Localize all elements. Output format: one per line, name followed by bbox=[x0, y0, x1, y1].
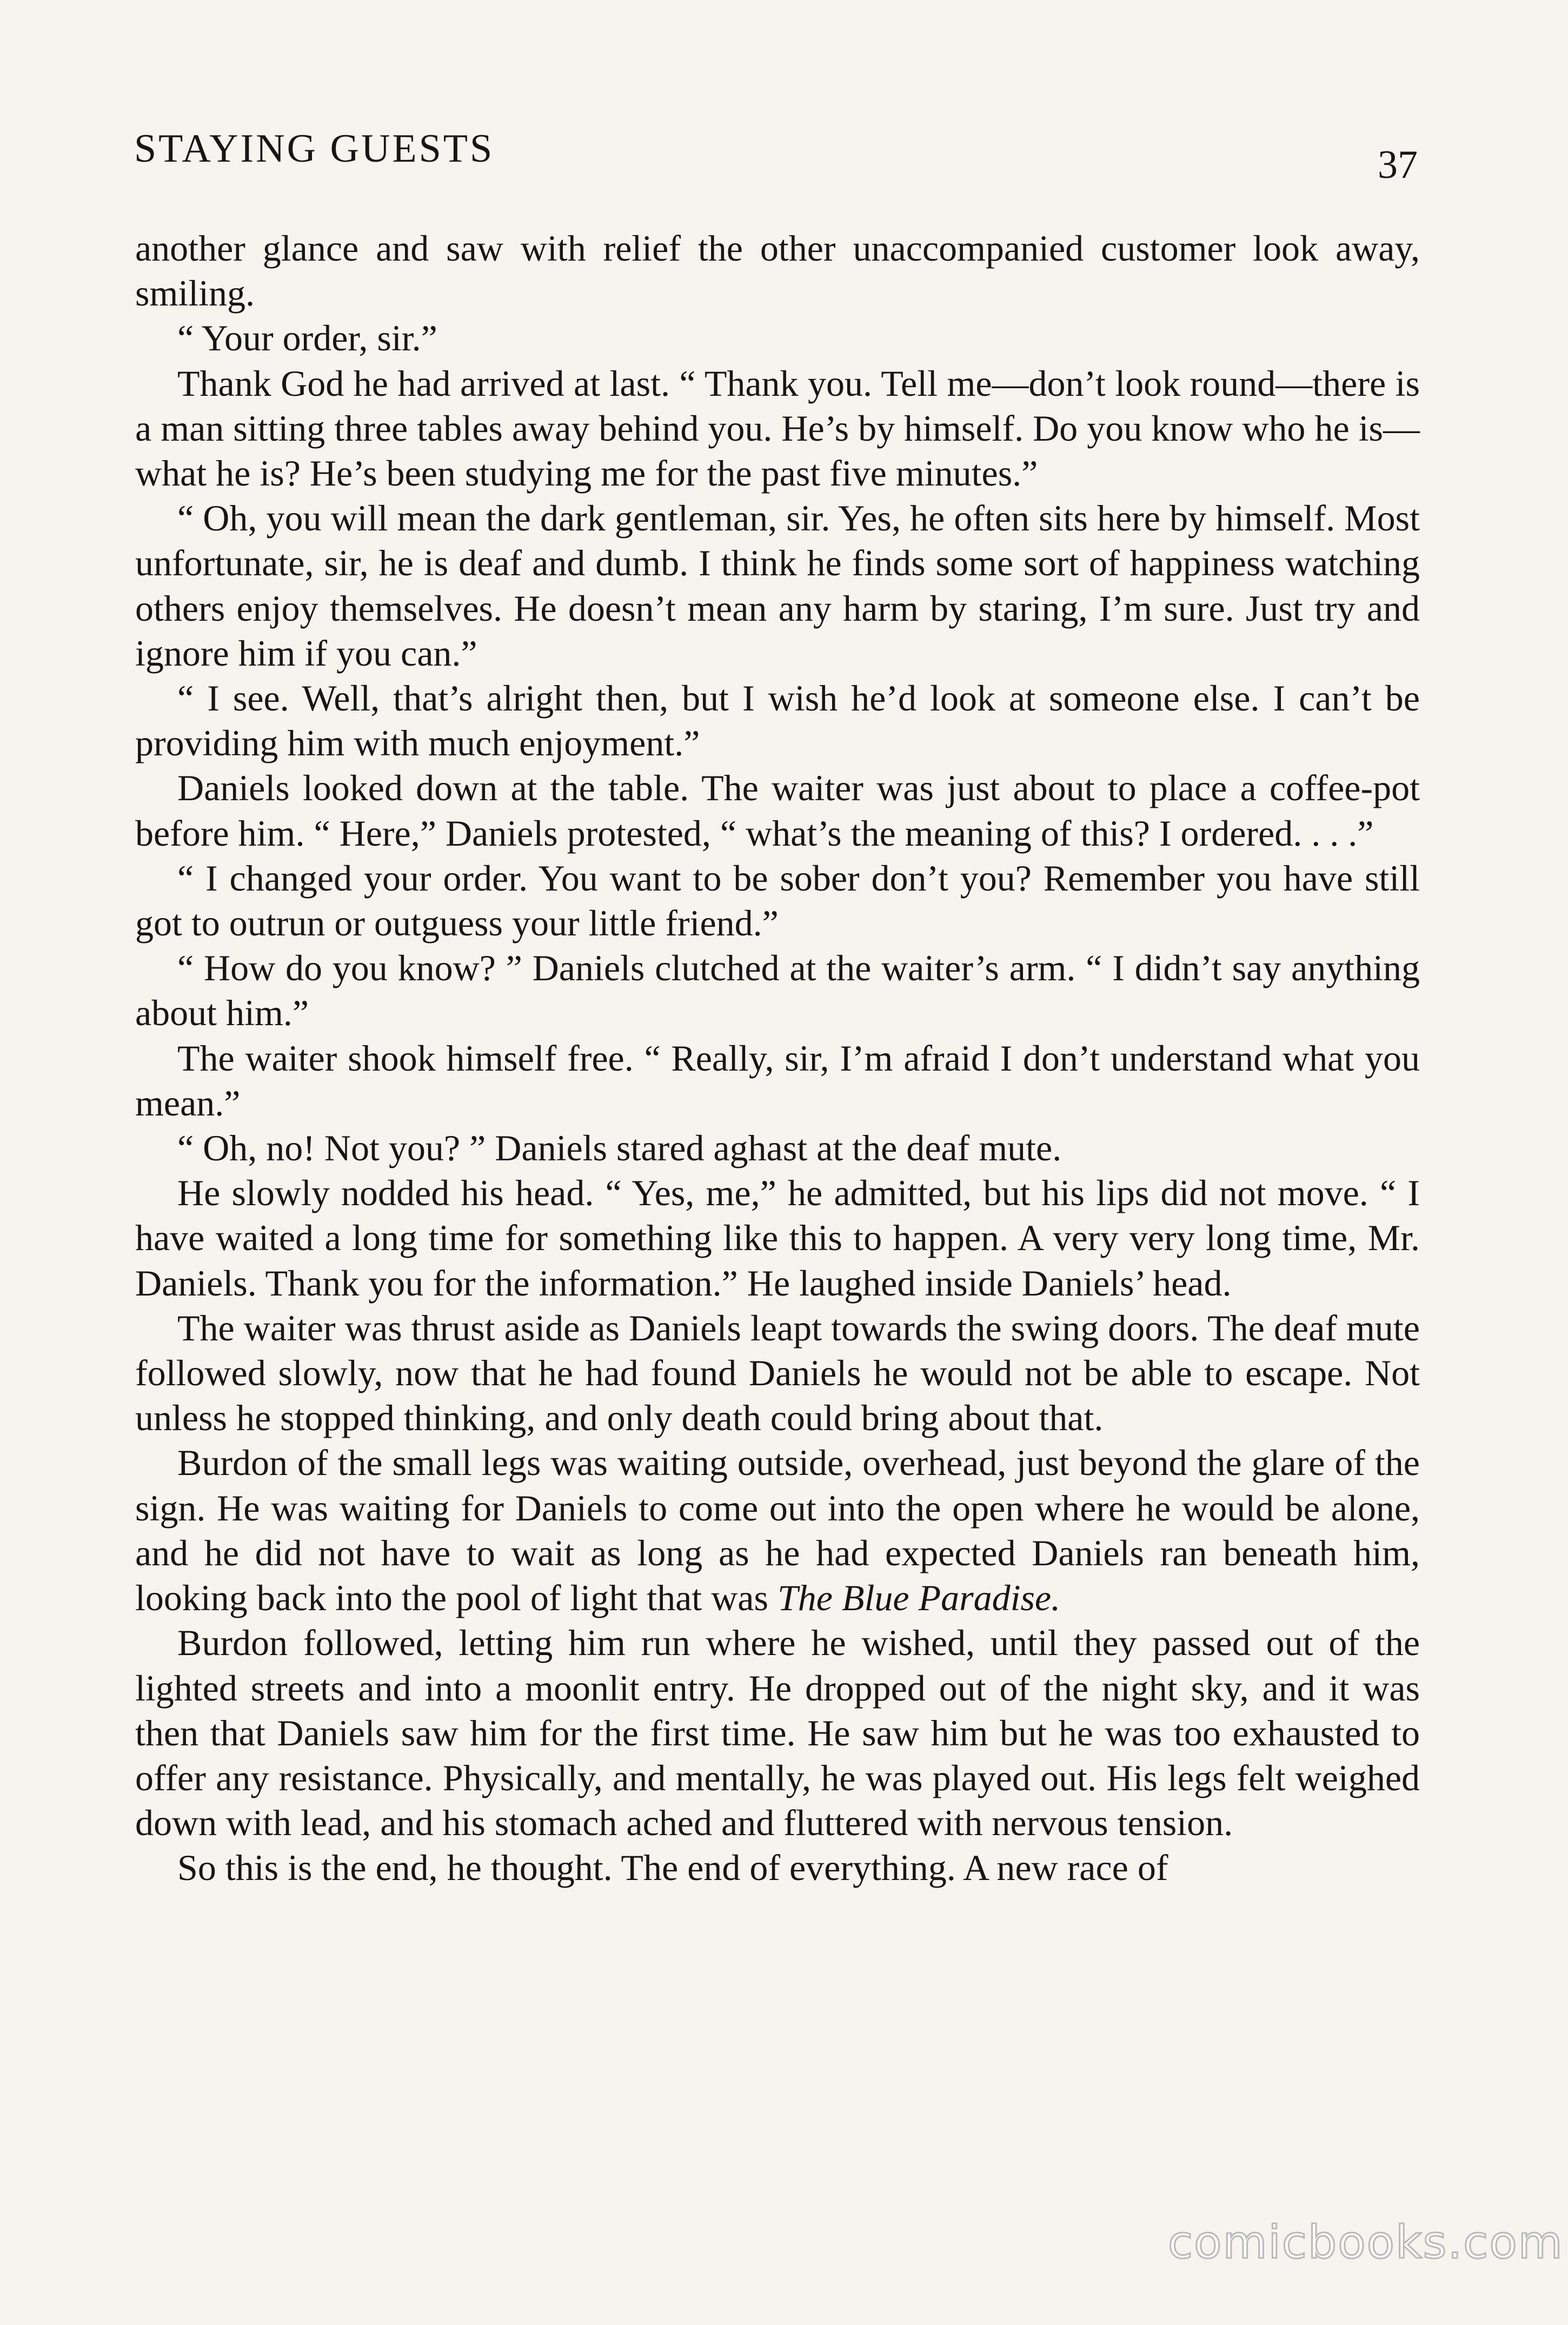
paragraph: “ How do you know? ” Daniels clutched at the waiter’s arm. “ I didn’t say anything about him.” bbox=[135, 947, 1420, 1034]
paragraph: So this is the end, he thought. The end of everything. A new race of bbox=[177, 1847, 1168, 1889]
body-text bbox=[135, 226, 1420, 1891]
paragraph bbox=[135, 1440, 1420, 1620]
paragraph: “ Oh, no! Not you? ” Daniels stared aghast at the deaf mute. bbox=[177, 1127, 1062, 1169]
running-title: STAYING GUESTS bbox=[134, 127, 495, 171]
page-number: 37 bbox=[1378, 143, 1418, 187]
paragraph: “ I see. Well, that’s alright then, but I wish he’d look at someone else. I can’t be providing him with much enjoyment.” bbox=[135, 677, 1420, 764]
paragraph: He slowly nodded his head. “ Yes, me,” he admitted, but his lips did not move. “ I have waited a long time for something like this to happen. A very very long time, Mr. Daniels. Thank you for the information.” He laughed inside Daniels’ head. bbox=[135, 1172, 1420, 1304]
paragraph-text: Burdon of the small legs was waiting outside, overhead, just beyond the glare of the sign. He was waiting for Daniels to come out into the open where he would be alone, and he did not have to wait as long as he had expected Daniels ran beneath him, looking back into the pool of light that was bbox=[135, 1442, 1420, 1619]
watermark-logo: comicbooks.com bbox=[1168, 2216, 1564, 2269]
paragraph: another glance and saw with relief the other unaccompanied customer look away, smiling. bbox=[135, 228, 1420, 314]
paragraph: “ I changed your order. You want to be sober don’t you? Remember you have still got to outrun or outguess your little friend.” bbox=[135, 857, 1420, 944]
paragraph: Burdon followed, letting him run where he wished, until they passed out of the lighted streets and into a moonlit entry. He dropped out of the night sky, and it was then that Daniels saw him for the first time. He saw him but he was too exhausted to offer any resistance. Physically, and mentally, he was played out. His legs felt weighed down with lead, and his stomach ached and fluttered with nervous tension. bbox=[135, 1622, 1420, 1844]
paragraph: The waiter shook himself free. “ Really, sir, I’m afraid I don’t understand what you mean.” bbox=[135, 1037, 1420, 1124]
paragraph: Daniels looked down at the table. The waiter was just about to place a coffee-pot before him. “ Here,” Daniels protested, “ what’s the meaning of this? I ordered. . . .” bbox=[135, 767, 1420, 854]
paragraph: The waiter was thrust aside as Daniels leapt towards the swing doors. The deaf mute followed slowly, now that he had found Daniels he would not be able to escape. Not unless he stopped thinking, and only death could bring about that. bbox=[135, 1307, 1420, 1439]
italic-title: The Blue Paradise. bbox=[777, 1577, 1061, 1619]
paragraph: “ Your order, sir.” bbox=[177, 317, 437, 359]
paragraph: “ Oh, you will mean the dark gentleman, sir. Yes, he often sits here by himself. Most unfortunate, sir, he is deaf and dumb. I think he finds some sort of happiness watching others enjoy themselves. He doesn’t mean any harm by staring, I’m sure. Just try and ignore him if you can.” bbox=[135, 497, 1420, 674]
paragraph: Thank God he had arrived at last. “ Thank you. Tell me—don’t look round—there is a man sitting three tables away behind you. He’s by himself. Do you know who he is—what he is? He’s been studying me for the past five minutes.” bbox=[135, 362, 1420, 494]
